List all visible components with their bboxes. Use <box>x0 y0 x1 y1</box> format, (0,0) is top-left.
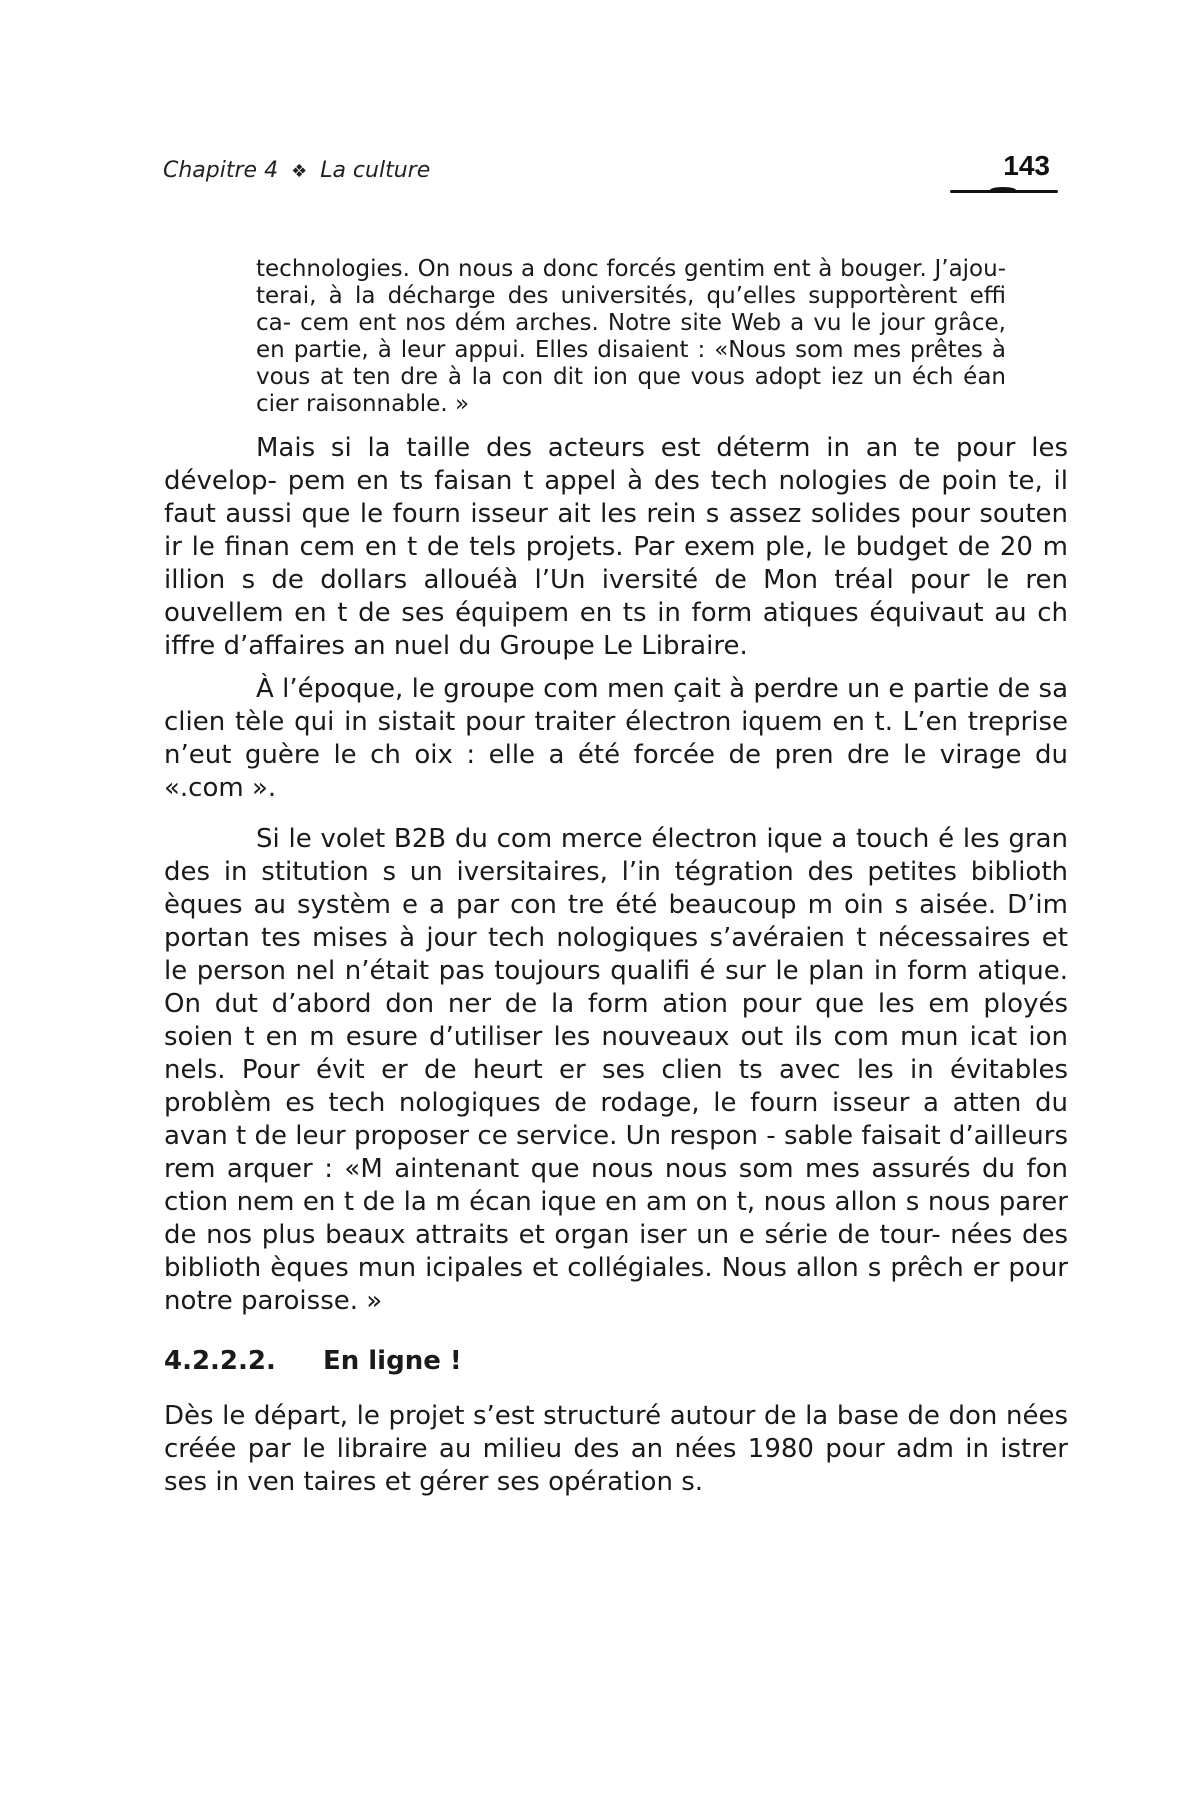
closing-paragraph: Dès le départ, le projet s’est structuré autour de la base de don nées créée par le libraire au milieu des an nées 1980 pour adm in istrer ses in ven taires et gérer ses opération s. <box>164 1401 1068 1497</box>
page-number: 143 <box>1003 150 1050 181</box>
section-number: 4.2.2.2. <box>164 1346 276 1376</box>
paragraph-3: Si le volet B2B du com merce électron ique a touch é les gran des in stitution s un iversitaires, l’in tégration des petites biblioth èques au systèm e a par con tre été beaucoup m oin s aisée. D’im portan tes mises à jour tech nologiques s’avéraien t nécessaires et le person nel n’était pas toujours qualifi é sur le plan in form atique. On dut d’abord don ner de la form ation pour que les em ployés soien t en m esure d’utiliser les nouveaux out ils com mun icat ion nels. Pour évit er de heurt er ses clien ts avec les in évitables problèm es tech nologiques de rodage, le fourn isseur a atten du avan t de leur proposer ce service. Un respon - sable faisait d’ailleurs rem arquer : «M aintenant que nous nous som mes assurés du fon ction nem en t de la m écan ique en am on t, nous allon s nous parer de nos plus beaux attraits et organ iser un e série de tour- nées des biblioth èques mun icipales et collégiales. Nous allon s prêch er pour notre paroisse. » <box>164 824 1068 1316</box>
ornament-icon: ❖ <box>291 161 308 182</box>
body-text <box>164 256 1068 1499</box>
chapter-label: Chapitre 4 <box>163 158 279 183</box>
section-heading <box>164 1344 1068 1378</box>
paragraph-1: Mais si la taille des acteurs est déterm in an te pour les dévelop- pem en ts faisan t appel à des tech nologies de poin te, il faut aussi que le fourn isseur ait les rein s assez solides pour souten ir le finan cem en t de tels projets. Par exem ple, le budget de 20 m illion s de dollars allouéà l’Un iversité de Mon tréal pour le ren ouvellem en t de ses équipem en ts in form atiques équivaut au ch iffre d’affaires an nuel du Groupe Le Libraire. <box>164 433 1068 661</box>
section-title: En ligne ! <box>322 1346 462 1376</box>
page-number-rule <box>950 190 1058 193</box>
section-label: La culture <box>320 158 431 183</box>
block-quote: technologies. On nous a donc forcés gentim ent à bouger. J’ajou- terai, à la décharge des universités, qu’elles supportèrent effi ca- cem ent nos dém arches. Notre site Web a vu le jour grâce, en partie, à leur appui. Elles disaient : «Nous som mes prêtes à vous at ten dre à la con dit ion que vous adopt iez un éch éan cier raisonnable. » <box>256 256 1006 417</box>
paragraph-2: À l’époque, le groupe com men çait à perdre un e partie de sa clien tèle qui in sistait pour traiter électron iquem en t. L’en treprise n’eut guère le ch oix : elle a été forcée de pren dre le virage du «.com ». <box>164 674 1068 803</box>
running-head <box>163 158 430 183</box>
page-header <box>163 150 1058 200</box>
